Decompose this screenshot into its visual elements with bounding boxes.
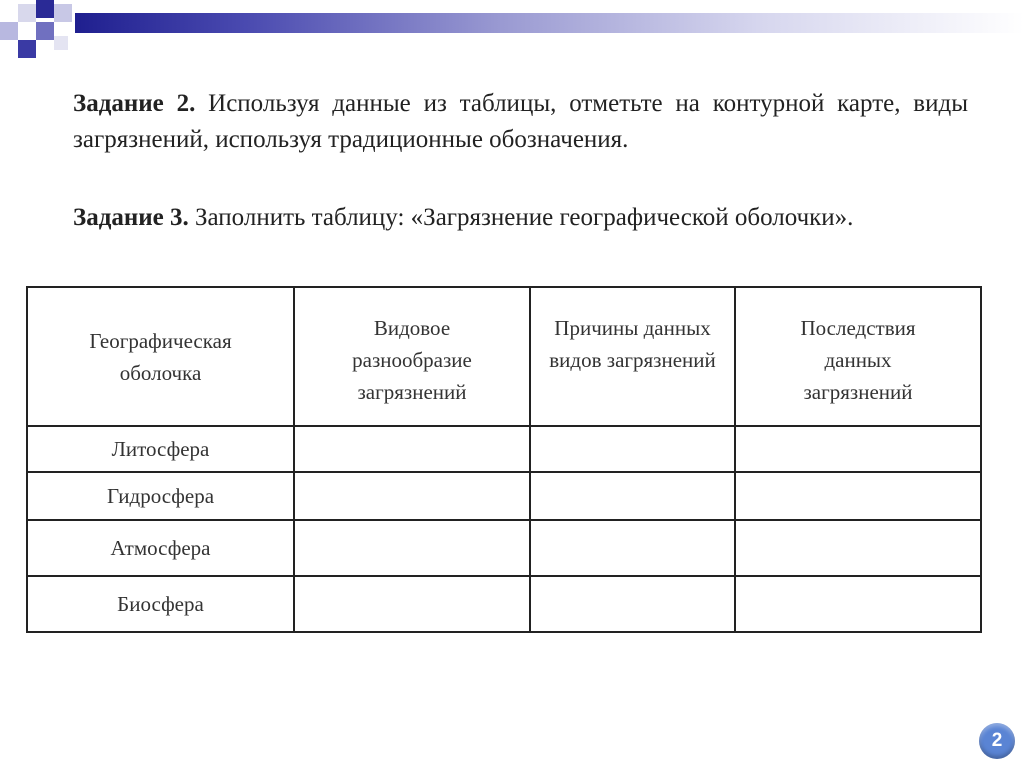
table-row xyxy=(27,576,981,632)
task-2-paragraph xyxy=(73,86,968,158)
table-cell-empty[interactable] xyxy=(735,472,981,520)
table-cell-empty[interactable] xyxy=(530,576,735,632)
header-consequences-label: Последствия данных загрязнений xyxy=(800,316,916,404)
task-3-paragraph xyxy=(73,200,968,236)
table-cell-empty[interactable] xyxy=(735,520,981,576)
header-pollution-types xyxy=(294,287,530,426)
table-cell-empty[interactable] xyxy=(294,426,530,472)
table-cell-empty[interactable] xyxy=(294,472,530,520)
header-geo-shell-label: Географическая оболочка xyxy=(89,328,232,385)
row-label: Атмосфера xyxy=(27,520,294,576)
header-geo-shell xyxy=(27,287,294,426)
task-3-label: Задание 3. xyxy=(73,204,189,231)
table-cell-empty[interactable] xyxy=(294,520,530,576)
table-row xyxy=(27,520,981,576)
row-label: Гидросфера xyxy=(27,472,294,520)
row-label: Биосфера xyxy=(27,576,294,632)
table-row xyxy=(27,426,981,472)
row-label: Литосфера xyxy=(27,426,294,472)
table-cell-empty[interactable] xyxy=(530,426,735,472)
table-cell-empty[interactable] xyxy=(735,426,981,472)
header-consequences xyxy=(735,287,981,426)
table-cell-empty[interactable] xyxy=(530,520,735,576)
header-gradient-bar xyxy=(75,13,1024,33)
table-cell-empty[interactable] xyxy=(294,576,530,632)
decorative-squares xyxy=(0,0,80,60)
task-3-text: Заполнить таблицу: «Загрязнение географической оболочки». xyxy=(195,204,854,231)
task-2-label: Задание 2. xyxy=(73,90,196,117)
table-cell-empty[interactable] xyxy=(735,576,981,632)
header-causes-label: Причины данных видов загрязнений xyxy=(549,316,716,372)
table-header-row xyxy=(27,287,981,426)
pollution-table xyxy=(26,286,982,633)
header-pollution-types-label: Видовое разнообразие загрязнений xyxy=(352,316,472,404)
table-row xyxy=(27,472,981,520)
page-number-badge: 2 xyxy=(979,723,1015,759)
table-cell-empty[interactable] xyxy=(530,472,735,520)
header-causes xyxy=(530,287,735,426)
task-2-text: Используя данные из таблицы, отметьте на контурной карте, виды загрязнений, используя традиционные обозначения. xyxy=(73,90,968,153)
